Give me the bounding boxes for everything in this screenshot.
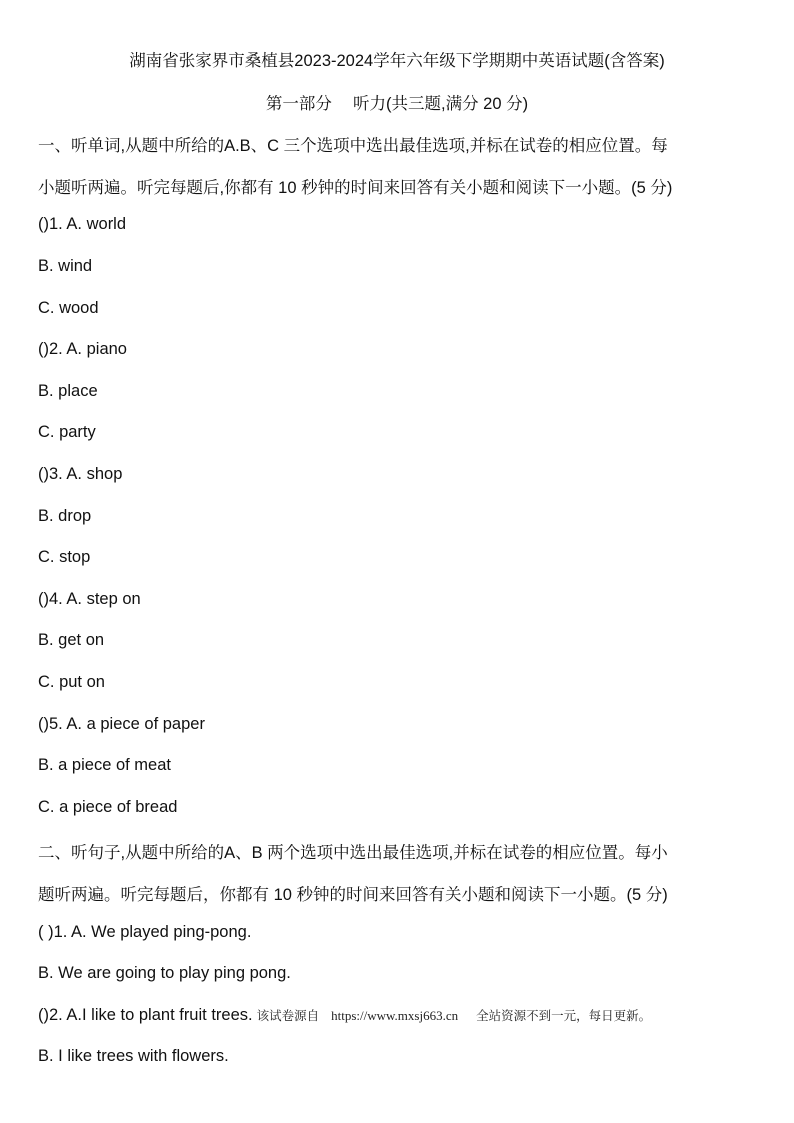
option-line: B. a piece of meat [38, 756, 171, 774]
question-line: ( )1. A. We played ping-pong. [38, 923, 252, 941]
option-line: C. stop [38, 548, 91, 566]
option-line: C. a piece of bread [38, 798, 178, 816]
question-line: ()1. A. world [38, 215, 127, 233]
option-line: B. place [38, 382, 98, 400]
question-line: ()2. A. piano [38, 340, 127, 358]
section2-instruction-line1: 二、听句子,从题中所给的A、B 两个选项中选出最佳选项,并标在试卷的相应位置。每小 [38, 844, 668, 862]
source-note: 该试卷源自 [256, 1008, 320, 1023]
option-line: C. party [38, 423, 96, 441]
option-line: B. We are going to play ping pong. [38, 964, 291, 982]
question-line: ()3. A. shop [38, 465, 123, 483]
option-line: C. put on [38, 673, 105, 691]
part-heading: 第一部分 听力(共三题,满分 20 分) [265, 95, 529, 113]
option-line: B. I like trees with flowers. [38, 1047, 229, 1065]
question-line: ()5. A. a piece of paper [38, 715, 205, 733]
question-line-with-note [38, 1006, 651, 1025]
section1-instruction-line1: 一、听单词,从题中所给的A.B、C 三个选项中选出最佳选项,并标在试卷的相应位置。每 [38, 137, 668, 155]
section2-instruction-line2: 题听两遍。听完每题后，你都有 10 秒钟的时间来回答有关小题和阅读下一小题。(5 分) [38, 886, 668, 904]
source-url: https://www.mxsj663.cn [331, 1008, 459, 1023]
question-text: ()2. A.I like to plant fruit trees. [38, 1006, 253, 1024]
section1-instruction-line2: 小题听两遍。听完每题后,你都有 10 秒钟的时间来回答有关小题和阅读下一小题。(5 分) [38, 179, 673, 197]
document-title: 湖南省张家界市桑植县2023-2024学年六年级下学期期中英语试题(含答案) [129, 52, 665, 70]
option-line: B. get on [38, 631, 105, 649]
option-line: C. wood [38, 299, 99, 317]
question-line: ()4. A. step on [38, 590, 141, 608]
option-line: B. wind [38, 257, 93, 275]
source-note-suffix: 全站资源不到一元，每日更新。 [476, 1008, 652, 1023]
option-line: B. drop [38, 507, 92, 525]
